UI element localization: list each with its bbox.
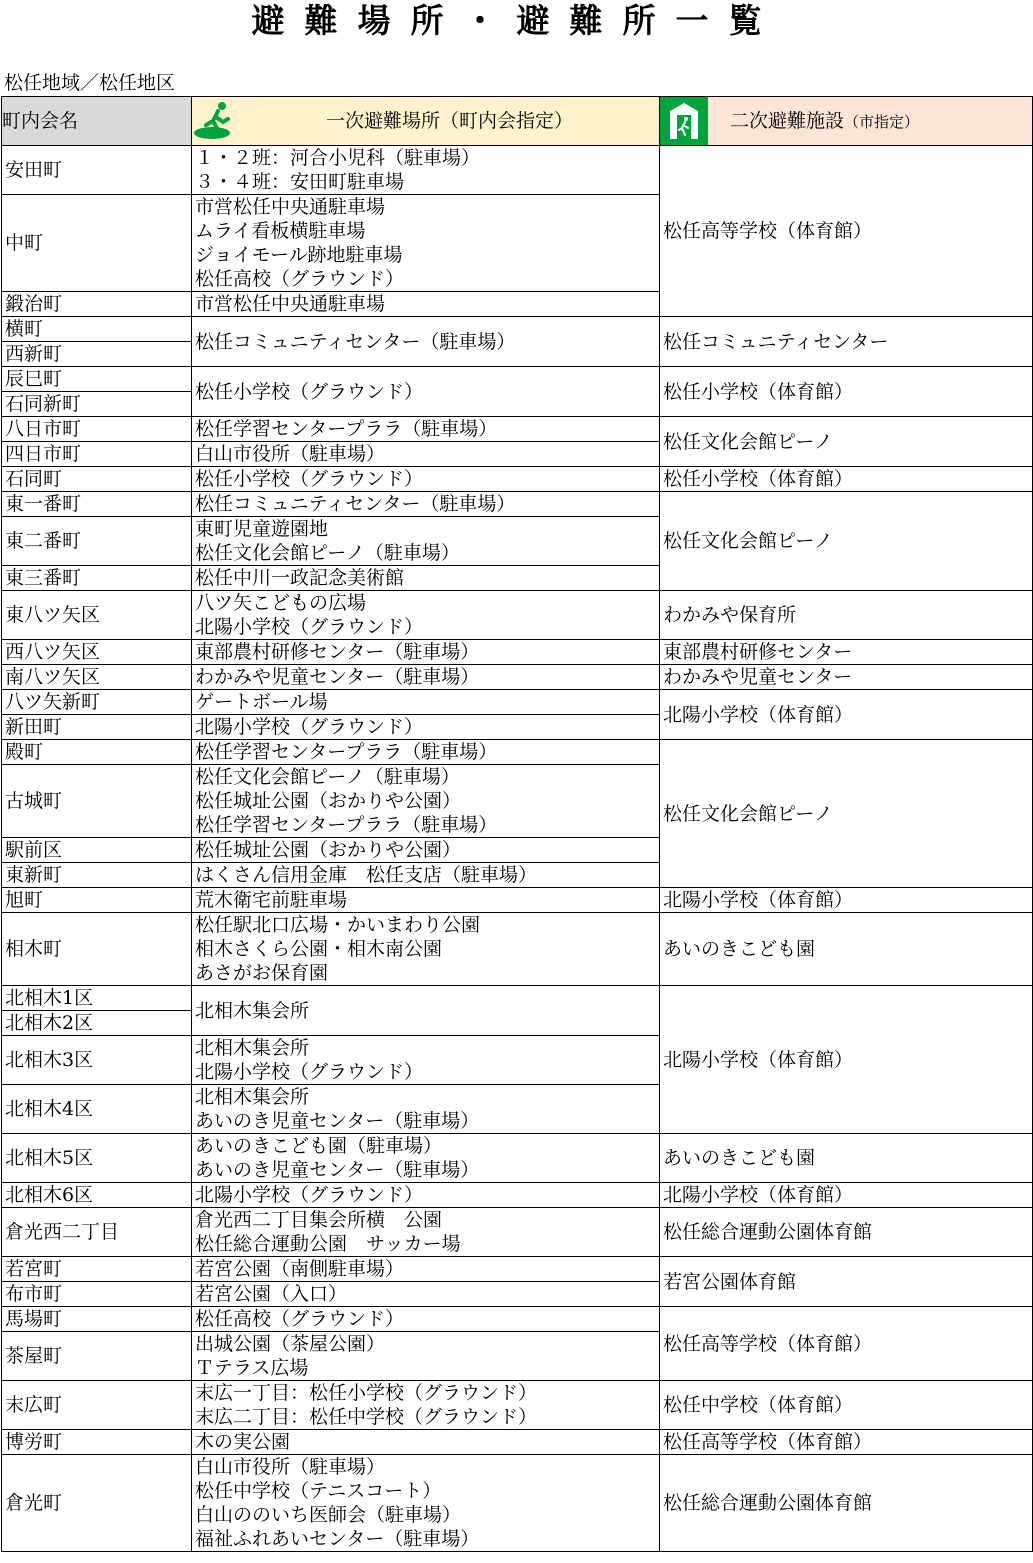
table-row	[2, 591, 1033, 640]
primary-site-cell	[192, 1257, 660, 1282]
town-cell: 相木町	[2, 913, 192, 986]
town-cell: 馬場町	[2, 1307, 192, 1332]
town-cell: 八ツ矢新町	[2, 690, 192, 715]
secondary-facility-cell: 松任総合運動公園体育館	[660, 1455, 1033, 1552]
primary-site-line: 松任学習センタープララ（駐車場）	[195, 814, 498, 836]
primary-site-line: わかみや児童センター（駐車場）	[195, 666, 480, 688]
page-title: 避難場所・避難所一覧	[251, 1, 782, 40]
primary-site-cell	[192, 715, 660, 740]
town-cell: 東一番町	[2, 492, 192, 517]
primary-site-cell	[192, 292, 660, 317]
primary-site-line: 北相木集会所	[195, 1037, 310, 1059]
header-town: 町内会名	[2, 97, 192, 146]
primary-site-line: 荒木衛宅前駐車場	[195, 889, 348, 911]
secondary-facility-cell: 松任高等学校（体育館）	[660, 1307, 1033, 1381]
secondary-facility-cell: 松任文化会館ピーノ	[660, 417, 1033, 467]
table-row	[2, 1208, 1033, 1257]
primary-site-line: 松任中川一政記念美術館	[195, 567, 405, 589]
header-secondary-label	[708, 109, 919, 134]
table-row	[2, 1257, 1033, 1282]
primary-site-cell	[192, 467, 660, 492]
table-row	[2, 665, 1033, 690]
primary-site-cell	[192, 367, 660, 417]
emergency-exit-icon	[660, 97, 708, 145]
town-cell: 鍛治町	[2, 292, 192, 317]
primary-site-line: 松任城址公園（おかりや公園）	[195, 839, 462, 861]
town-cell: 北相木3区	[2, 1036, 192, 1085]
primary-site-line: 北陽小学校（グラウンド）	[195, 616, 424, 638]
evacuation-table	[1, 96, 1033, 1552]
primary-site-line: 北陽小学校（グラウンド）	[195, 716, 424, 738]
primary-site-cell	[192, 1307, 660, 1332]
primary-site-cell	[192, 492, 660, 517]
town-cell: 倉光西二丁目	[2, 1208, 192, 1257]
secondary-facility-cell: 松任総合運動公園体育館	[660, 1208, 1033, 1257]
primary-site-cell	[192, 1036, 660, 1085]
primary-site-line: 松任学習センタープララ（駐車場）	[195, 741, 498, 763]
town-cell: 石同町	[2, 467, 192, 492]
header-secondary-note: （市指定）	[844, 112, 920, 131]
secondary-facility-cell: 松任小学校（体育館）	[660, 467, 1033, 492]
primary-site-line: 市営松任中央通駐車場	[195, 293, 386, 315]
primary-site-cell	[192, 566, 660, 591]
table-row	[2, 467, 1033, 492]
primary-site-line: ジョイモール跡地駐車場	[195, 244, 403, 266]
town-cell: 石同新町	[2, 392, 192, 417]
town-cell: 博労町	[2, 1430, 192, 1455]
secondary-facility-cell: 北陽小学校（体育館）	[660, 986, 1033, 1134]
primary-site-line: 松任中学校（テニスコート）	[195, 1480, 442, 1502]
table-header-row	[2, 97, 1033, 146]
table-row	[2, 1430, 1033, 1455]
primary-site-line: 松任小学校（グラウンド）	[195, 468, 424, 490]
header-primary	[192, 97, 660, 146]
town-cell: 末広町	[2, 1381, 192, 1430]
primary-site-line: 松任コミュニティセンター（駐車場）	[195, 330, 516, 353]
table-row	[2, 146, 1033, 195]
table-row	[2, 888, 1033, 913]
primary-site-line: 北陽小学校（グラウンド）	[195, 1061, 424, 1083]
primary-site-line: あいのき児童センター（駐車場）	[195, 1110, 480, 1132]
primary-site-line: あいのきこども園（駐車場）	[195, 1135, 443, 1157]
table-row	[2, 492, 1033, 517]
town-cell: 古城町	[2, 765, 192, 838]
primary-site-line: 若宮公園（入口）	[195, 1283, 348, 1305]
primary-site-cell	[192, 986, 660, 1036]
secondary-facility-cell: 松任コミュニティセンター	[660, 317, 1033, 367]
primary-site-line: 白山市役所（駐車場）	[195, 1456, 386, 1478]
table-row	[2, 1183, 1033, 1208]
primary-site-cell	[192, 863, 660, 888]
header-secondary	[660, 97, 1033, 146]
secondary-facility-cell: あいのきこども園	[660, 913, 1033, 986]
primary-site-line: 倉光西二丁目集会所横 公園	[195, 1209, 443, 1231]
primary-site-line: 末広二丁目：松任中学校（グラウンド）	[195, 1406, 538, 1428]
primary-site-line: 八ツ矢こどもの広場	[195, 592, 367, 614]
table-row	[2, 1307, 1033, 1332]
primary-site-cell	[192, 1183, 660, 1208]
secondary-facility-cell: 松任文化会館ピーノ	[660, 740, 1033, 888]
table-row	[2, 317, 1033, 342]
table-row	[2, 367, 1033, 392]
primary-site-line: 松任学習センタープララ（駐車場）	[195, 418, 498, 440]
town-cell: 北相木5区	[2, 1134, 192, 1183]
town-cell: 駅前区	[2, 838, 192, 863]
primary-site-cell	[192, 888, 660, 913]
town-cell: 倉光町	[2, 1455, 192, 1552]
table-body	[2, 146, 1033, 1552]
town-cell: 東新町	[2, 863, 192, 888]
town-cell: 南八ツ矢区	[2, 665, 192, 690]
primary-site-line: 出城公園（茶屋公園）	[195, 1333, 386, 1355]
evacuation-area-icon	[192, 97, 240, 145]
primary-site-line: 北相木集会所	[195, 1086, 310, 1108]
primary-site-line: 松任文化会館ピーノ（駐車場）	[195, 542, 460, 564]
primary-site-cell	[192, 665, 660, 690]
primary-site-line: 若宮公園（南側駐車場）	[195, 1258, 405, 1280]
primary-site-cell	[192, 1455, 660, 1552]
primary-site-cell	[192, 1085, 660, 1134]
primary-site-line: 松任城址公園（おかりや公園）	[195, 790, 462, 812]
town-cell: 四日市町	[2, 442, 192, 467]
town-cell: 布市町	[2, 1282, 192, 1307]
town-cell: 若宮町	[2, 1257, 192, 1282]
primary-site-cell	[192, 740, 660, 765]
primary-site-cell	[192, 442, 660, 467]
town-cell: 東二番町	[2, 517, 192, 566]
primary-site-line: 松任小学校（グラウンド）	[195, 380, 424, 403]
secondary-facility-cell: わかみや児童センター	[660, 665, 1033, 690]
primary-site-line: 北陽小学校（グラウンド）	[195, 1184, 424, 1206]
primary-site-cell	[192, 1208, 660, 1257]
secondary-facility-cell: 松任中学校（体育館）	[660, 1381, 1033, 1430]
secondary-facility-cell: 松任小学校（体育館）	[660, 367, 1033, 417]
primary-site-line: 松任高校（グラウンド）	[195, 1308, 405, 1330]
primary-site-line: あさがお保育園	[195, 962, 329, 984]
primary-site-line: 北相木集会所	[195, 999, 310, 1022]
town-cell: 新田町	[2, 715, 192, 740]
region-label: 松任地域／松任地区	[4, 72, 176, 94]
primary-site-cell	[192, 1282, 660, 1307]
primary-site-cell	[192, 417, 660, 442]
table-row	[2, 1455, 1033, 1552]
primary-site-line: 白山ののいち医師会（駐車場）	[195, 1504, 462, 1526]
primary-site-line: 市営松任中央通駐車場	[195, 196, 386, 218]
primary-site-cell	[192, 317, 660, 367]
primary-site-cell	[192, 1381, 660, 1430]
secondary-facility-cell: 北陽小学校（体育館）	[660, 690, 1033, 740]
primary-site-cell	[192, 1332, 660, 1381]
primary-site-line: 松任駅北口広場・かいまわり公園	[195, 914, 481, 936]
primary-site-line: 東部農村研修センター（駐車場）	[195, 641, 480, 663]
secondary-facility-cell: わかみや保育所	[660, 591, 1033, 640]
primary-site-cell	[192, 146, 660, 195]
primary-site-cell	[192, 640, 660, 665]
table-row	[2, 740, 1033, 765]
primary-site-line: 相木さくら公園・相木南公園	[195, 938, 443, 960]
primary-site-line: ゲートボール場	[195, 691, 328, 713]
primary-site-cell	[192, 517, 660, 566]
table-row	[2, 690, 1033, 715]
town-cell: 北相木2区	[2, 1011, 192, 1036]
town-cell: 旭町	[2, 888, 192, 913]
primary-site-cell	[192, 195, 660, 292]
table-row	[2, 1134, 1033, 1183]
town-cell: 西八ツ矢区	[2, 640, 192, 665]
header-secondary-text: 二次避難施設	[730, 109, 845, 132]
town-cell: 安田町	[2, 146, 192, 195]
primary-site-cell	[192, 690, 660, 715]
town-cell: 茶屋町	[2, 1332, 192, 1381]
primary-site-line: Ｔテラス広場	[195, 1357, 309, 1379]
secondary-facility-cell: 東部農村研修センター	[660, 640, 1033, 665]
primary-site-cell	[192, 1134, 660, 1183]
primary-site-line: 末広一丁目：松任小学校（グラウンド）	[195, 1382, 538, 1404]
primary-site-cell	[192, 765, 660, 838]
primary-site-line: 木の実公園	[195, 1431, 291, 1453]
table-row	[2, 913, 1033, 986]
primary-site-line: はくさん信用金庫 松任支店（駐車場）	[195, 864, 538, 886]
secondary-facility-cell: 松任文化会館ピーノ	[660, 492, 1033, 591]
primary-site-line: あいのき児童センター（駐車場）	[195, 1159, 480, 1181]
primary-site-line: 松任高校（グラウンド）	[195, 268, 405, 290]
town-cell: 西新町	[2, 342, 192, 367]
primary-site-line: 松任総合運動公園 サッカー場	[195, 1233, 461, 1255]
primary-site-line: 東町児童遊園地	[195, 518, 329, 540]
town-cell: 東八ツ矢区	[2, 591, 192, 640]
secondary-facility-cell: あいのきこども園	[660, 1134, 1033, 1183]
primary-site-cell	[192, 838, 660, 863]
table-row	[2, 417, 1033, 442]
primary-site-line: 松任文化会館ピーノ（駐車場）	[195, 766, 460, 788]
primary-site-line: ３・４班：安田町駐車場	[195, 171, 405, 193]
secondary-facility-cell: 若宮公園体育館	[660, 1257, 1033, 1307]
primary-site-cell	[192, 1430, 660, 1455]
town-cell: 北相木4区	[2, 1085, 192, 1134]
primary-site-line: １・２班：河合小児科（駐車場）	[195, 147, 481, 169]
primary-site-line: 松任コミュニティセンター（駐車場）	[195, 493, 516, 515]
primary-site-line: ムライ看板横駐車場	[195, 220, 366, 242]
secondary-facility-cell: 松任高等学校（体育館）	[660, 1430, 1033, 1455]
secondary-facility-cell: 松任高等学校（体育館）	[660, 146, 1033, 317]
town-cell: 殿町	[2, 740, 192, 765]
header-primary-label: 一次避難場所（町内会指定）	[325, 110, 573, 132]
table-row	[2, 640, 1033, 665]
primary-site-line: 白山市役所（駐車場）	[195, 443, 386, 465]
town-cell: 北相木6区	[2, 1183, 192, 1208]
town-cell: 横町	[2, 317, 192, 342]
secondary-facility-cell: 北陽小学校（体育館）	[660, 1183, 1033, 1208]
table-row	[2, 986, 1033, 1011]
town-cell: 中町	[2, 195, 192, 292]
primary-site-cell	[192, 591, 660, 640]
town-cell: 東三番町	[2, 566, 192, 591]
town-cell: 八日市町	[2, 417, 192, 442]
town-cell: 辰巳町	[2, 367, 192, 392]
primary-site-line: 福祉ふれあいセンター（駐車場）	[195, 1528, 480, 1550]
table-row	[2, 1381, 1033, 1430]
secondary-facility-cell: 北陽小学校（体育館）	[660, 888, 1033, 913]
primary-site-cell	[192, 913, 660, 986]
town-cell: 北相木1区	[2, 986, 192, 1011]
